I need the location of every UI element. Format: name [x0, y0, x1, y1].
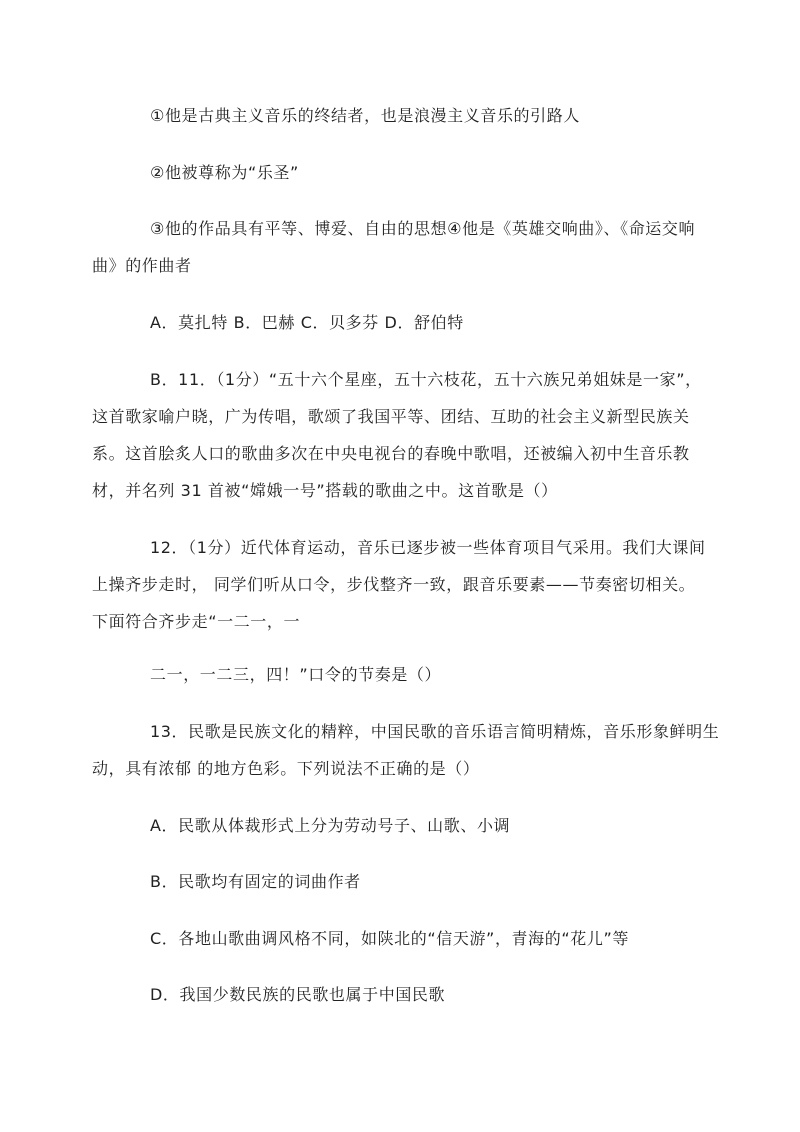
- text-line: 这首歌家喻户晓，广为传唱，歌颂了我国平等、团结、互助的社会主义新型民族关: [92, 407, 690, 426]
- text-line: 曲》的作曲者: [92, 256, 192, 275]
- text-line: ②他被尊称为“乐圣”: [150, 163, 299, 182]
- text-line: ①他是古典主义音乐的终结者，也是浪漫主义音乐的引路人: [150, 106, 580, 125]
- text-line: A．莫扎特 B．巴赫 C．贝多芬 D．舒伯特: [150, 313, 464, 332]
- text-line: 动，具有浓郁 的地方色彩。下列说法不正确的是（）: [92, 759, 480, 778]
- text-line: 上操齐步走时， 同学们听从口令，步伐整齐一致，跟音乐要素——节奏密切相关。: [92, 575, 696, 594]
- text-line: 13．民歌是民族文化的精粹，中国民歌的音乐语言简明精炼，音乐形象鲜明生: [150, 722, 720, 741]
- text-line: 下面符合齐步走“一二一，一: [92, 612, 301, 631]
- text-line: 二一，一二三，四！”口令的节奏是（）: [150, 665, 442, 684]
- text-line: ③他的作品具有平等、博爱、自由的思想④他是《英雄交响曲》、《命运交响: [150, 219, 696, 238]
- text-line: C．各地山歌曲调风格不同，如陕北的“信天游”，青海的“花儿”等: [150, 929, 629, 948]
- text-line: 12．（1分）近代体育运动，音乐已逐步被一些体育项目气采用。我们大课间: [150, 538, 706, 557]
- text-line: B．11．（1分）“五十六个星座，五十六枝花，五十六族兄弟姐妹是一家”，: [150, 370, 702, 389]
- text-line: 系。这首脍炙人口的歌曲多次在中央电视台的春晚中歌唱，还被编入初中生音乐教: [92, 444, 690, 463]
- text-line: 材，并名列 31 首被“嫦娥一号”搭载的歌曲之中。这首歌是（）: [92, 481, 558, 500]
- text-line: D．我国少数民族的民歌也属于中国民歌: [150, 985, 446, 1004]
- text-line: B．民歌均有固定的词曲作者: [150, 872, 361, 891]
- text-line: A．民歌从体裁形式上分为劳动号子、山歌、小调: [150, 816, 511, 835]
